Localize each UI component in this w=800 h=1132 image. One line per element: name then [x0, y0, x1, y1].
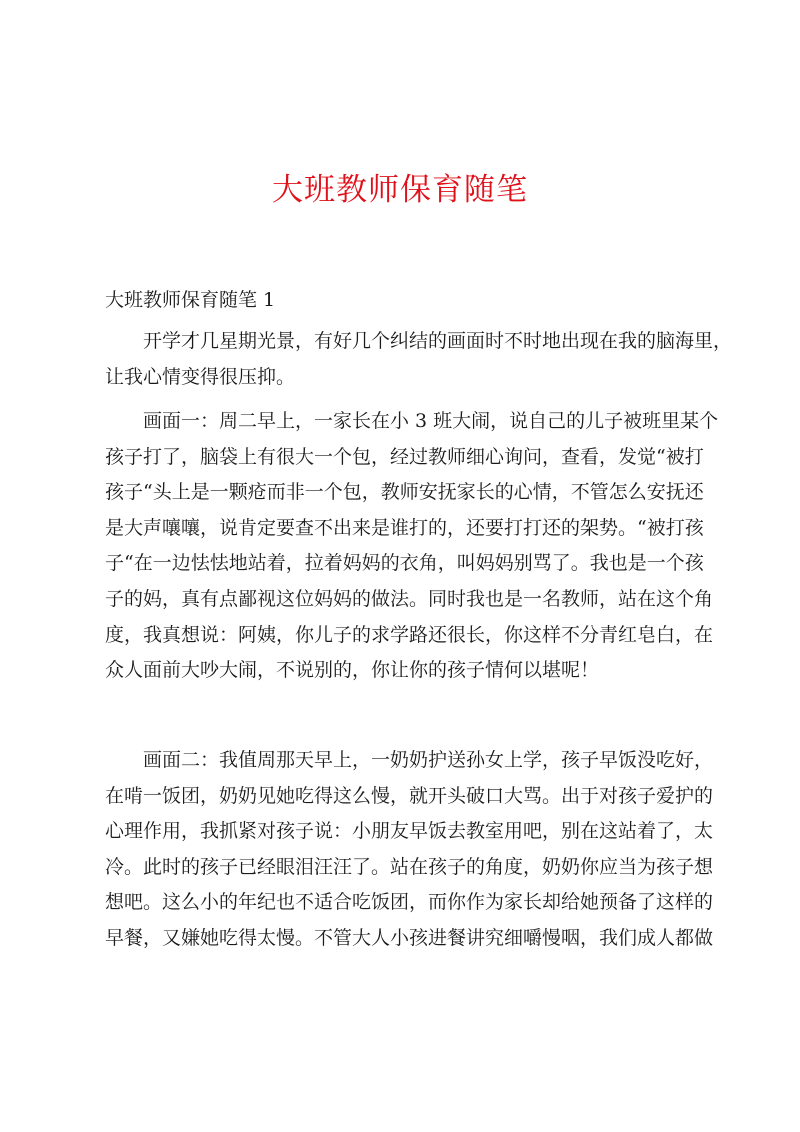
paragraph-line: 早餐，又嫌她吃得太慢。不管大人小孩进餐讲究细嚼慢咽，我们成人都做 — [105, 926, 714, 949]
paragraph-line: 子“在一边怯怯地站着，拉着妈妈的衣角，叫妈妈别骂了。我也是一个孩 — [105, 552, 704, 575]
paragraph-line: 让我心情变得很压抑。 — [105, 365, 296, 388]
paragraph-line: 想吧。这么小的年纪也不适合吃饭团，而你作为家长却给她预备了这样的 — [105, 891, 714, 914]
paragraph-line: 画面二：我值周那天早上，一奶奶护送孙女上学，孩子早饭没吃好， — [143, 749, 714, 771]
paragraph-2 — [105, 404, 719, 689]
paragraph-3 — [105, 743, 714, 957]
paragraph-line: 子的妈，真有点鄙视这位妈妈的做法。同时我也是一名教师，站在这个角 — [105, 587, 714, 610]
paragraph-line: 画面一：周二早上，一家长在小 3 班大闹，说自己的儿子被班里某个 — [143, 410, 719, 432]
paragraph-line: 度，我真想说：阿姨，你儿子的求学路还很长，你这样不分青红皂白，在 — [105, 623, 714, 646]
paragraph-line: 孩子打了，脑袋上有很大一个包，经过教师细心询问，查看，发觉“被打 — [105, 445, 704, 468]
paragraph-line: 是大声嚷嚷，说肯定要查不出来是谁打的，还要打打还的架势。“被打孩 — [105, 516, 704, 539]
document-title: 大班教师保育随笔 — [272, 172, 528, 208]
paragraph-line: 众人面前大吵大闹，不说别的，你让你的孩子情何以堪呢！ — [105, 659, 600, 682]
section-heading: 大班教师保育随笔 1 — [105, 289, 276, 311]
paragraph-line: 开学才几星期光景，有好几个纠结的画面时不时地出现在我的脑海里， — [143, 330, 733, 352]
paragraph-line: 心理作用，我抓紧对孩子说：小朋友早饭去教室用吧，别在这站着了，太 — [105, 820, 714, 843]
paragraph-1 — [105, 324, 733, 395]
paragraph-line: 在啃一饭团，奶奶见她吃得这么慢，就开头破口大骂。出于对孩子爱护的 — [105, 784, 714, 807]
paragraph-line: 冷。此时的孩子已经眼泪汪汪了。站在孩子的角度，奶奶你应当为孩子想 — [105, 855, 714, 878]
paragraph-line: 孩子“头上是一颗疮而非一个包，教师安抚家长的心情，不管怎么安抚还 — [105, 481, 704, 504]
